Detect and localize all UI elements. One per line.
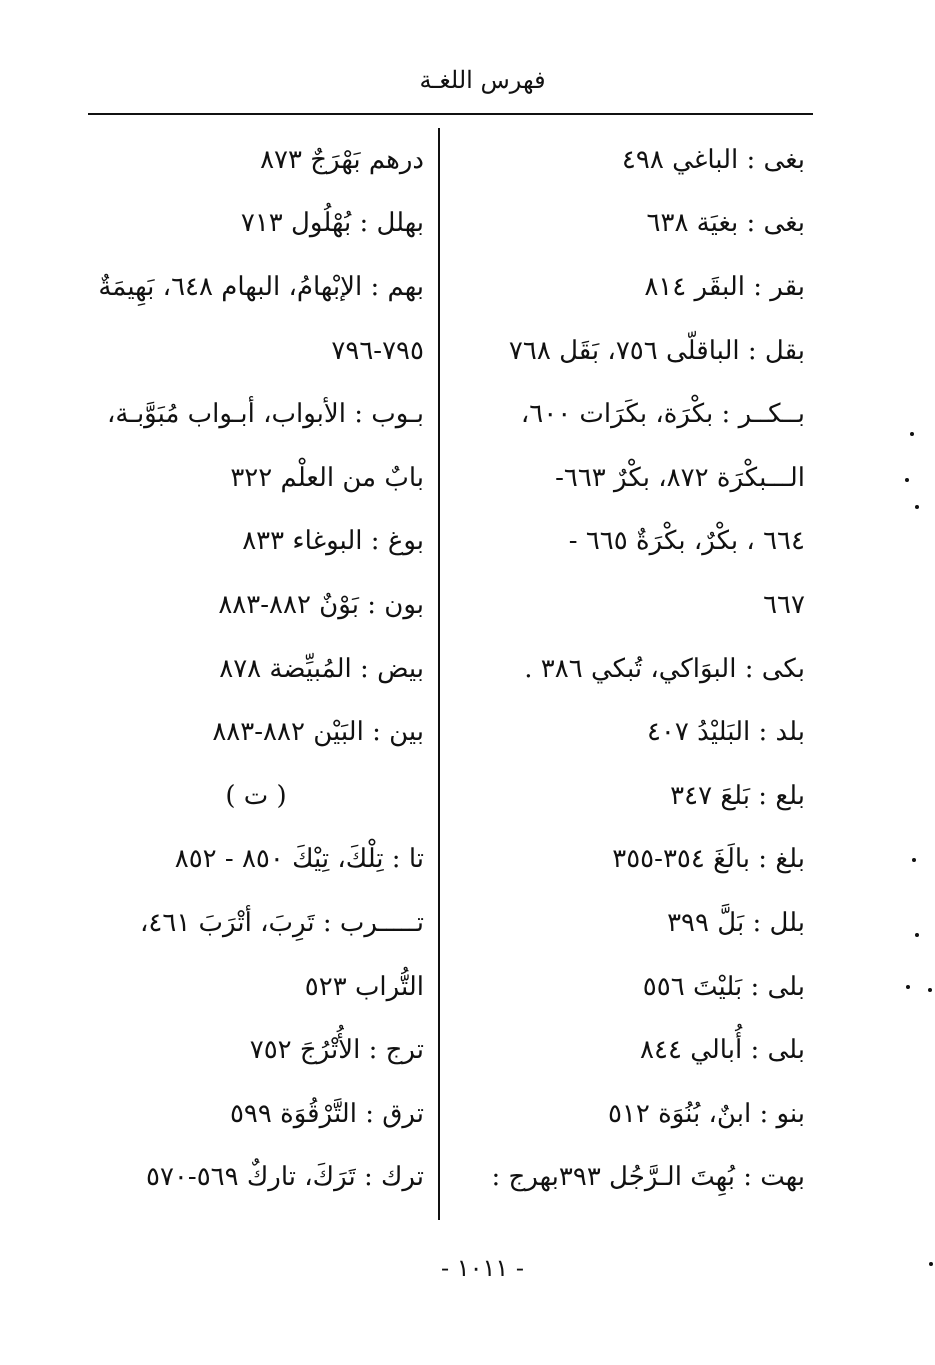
- index-entry-continuation: الـــبكْرَة ٨٧٢، بكْرٌ ٦٦٣-: [555, 462, 805, 493]
- index-entry: بيض : المُبيِّضة ٨٧٨: [219, 653, 424, 684]
- column-divider: [438, 128, 440, 1220]
- index-entry: ترج : الأُتْرُجَ ٧٥٢: [249, 1035, 424, 1066]
- page-header-title: فهرس اللغـة: [419, 66, 546, 94]
- index-entry: بــكــر : بكْرَة، بكَرَات ٦٠٠،: [520, 399, 805, 430]
- index-entry-continuation: ٦٦٧: [763, 589, 805, 620]
- index-entry: بين : البَيْن ٨٨٢-٨٨٣: [212, 717, 424, 748]
- index-entry: بون : بَوْنٌ ٨٨٢-٨٨٣: [218, 589, 424, 620]
- index-entry: بقر : البقَر ٨١٤: [644, 271, 805, 302]
- index-entry: بهم : الإبْهامُ، البهام ٦٤٨، بَهِيمَةٌ: [98, 271, 424, 302]
- scan-speck: [915, 505, 919, 509]
- index-entry: بغى : بغيَة ٦٣٨: [646, 208, 805, 239]
- index-entry: بقل : الباقلّى ٧٥٦، بَقَل ٧٦٨: [508, 335, 805, 366]
- scan-speck: [915, 933, 919, 937]
- index-entry: بكى : البوَاكي، تُبكي ٣٨٦ .: [524, 653, 805, 684]
- index-column-left: [88, 128, 424, 1209]
- index-entry: بلغ : بالَغَ ٣٥٤-٣٥٥: [612, 844, 805, 875]
- index-entry: بهلل : بُهْلُول ٧١٣: [240, 208, 424, 239]
- index-entry-continuation: بابٌ من العلْم ٣٢٢: [230, 462, 424, 493]
- index-entry: بـوب : الأبواب، أبـواب مُبَوَّبـة،: [107, 399, 424, 430]
- index-entry: بلى : أُبالي ٨٤٤: [640, 1035, 805, 1066]
- header-rule: [88, 113, 813, 115]
- index-entry-continuation: درهم بَهْرَجٌ ٨٧٣: [260, 144, 424, 175]
- index-entry: تـــــرب : تَرِبَ، أتْرَبَ ٤٦١،: [139, 907, 424, 938]
- index-entry-continuation: ٦٦٤ ، بكْرٌ، بكْرَةٌ ٦٦٥ -: [568, 526, 805, 557]
- index-entry: بهت : بُهِتَ الـرَّجُل ٣٩٣بهرج :: [491, 1162, 805, 1193]
- section-letter-heading: ( ت ): [225, 780, 287, 811]
- index-entry: ترك : تَرَكَ، تاركٌ ٥٦٩-٥٧٠: [146, 1162, 424, 1193]
- scan-speck: [905, 478, 909, 482]
- scan-speck: [906, 985, 910, 989]
- index-entry: بنو : ابنٌ، بُنُوَة ٥١٢: [607, 1098, 805, 1129]
- index-entry-continuation: التُّراب ٥٢٣: [304, 971, 424, 1002]
- index-column-right: [460, 128, 805, 1209]
- index-entry: ترق : التَّرْقُوَة ٥٩٩: [229, 1098, 424, 1129]
- index-entry: بوغ : البوغاء ٨٣٣: [242, 526, 424, 557]
- index-entry-continuation: ٧٩٥-٧٩٦: [331, 335, 424, 366]
- page-number: - ١٠١١ -: [440, 1254, 525, 1282]
- index-entry: بلل : بَلَّ ٣٩٩: [667, 907, 805, 938]
- scan-speck: [929, 1262, 933, 1266]
- index-entry: بلى : بَليْتَ ٥٥٦: [642, 971, 805, 1002]
- index-entry: بلد : البَليْدُ ٤٠٧: [646, 717, 805, 748]
- index-entry: تا : تِلْكَ، تِيْكَ ٨٥٠ - ٨٥٢: [174, 844, 424, 875]
- index-entry: بلع : بَلعَ ٣٤٧: [670, 780, 805, 811]
- scan-speck: [910, 432, 914, 436]
- scan-speck: [928, 988, 932, 992]
- scan-speck: [912, 858, 916, 862]
- index-entry: بغى : الباغي ٤٩٨: [621, 144, 805, 175]
